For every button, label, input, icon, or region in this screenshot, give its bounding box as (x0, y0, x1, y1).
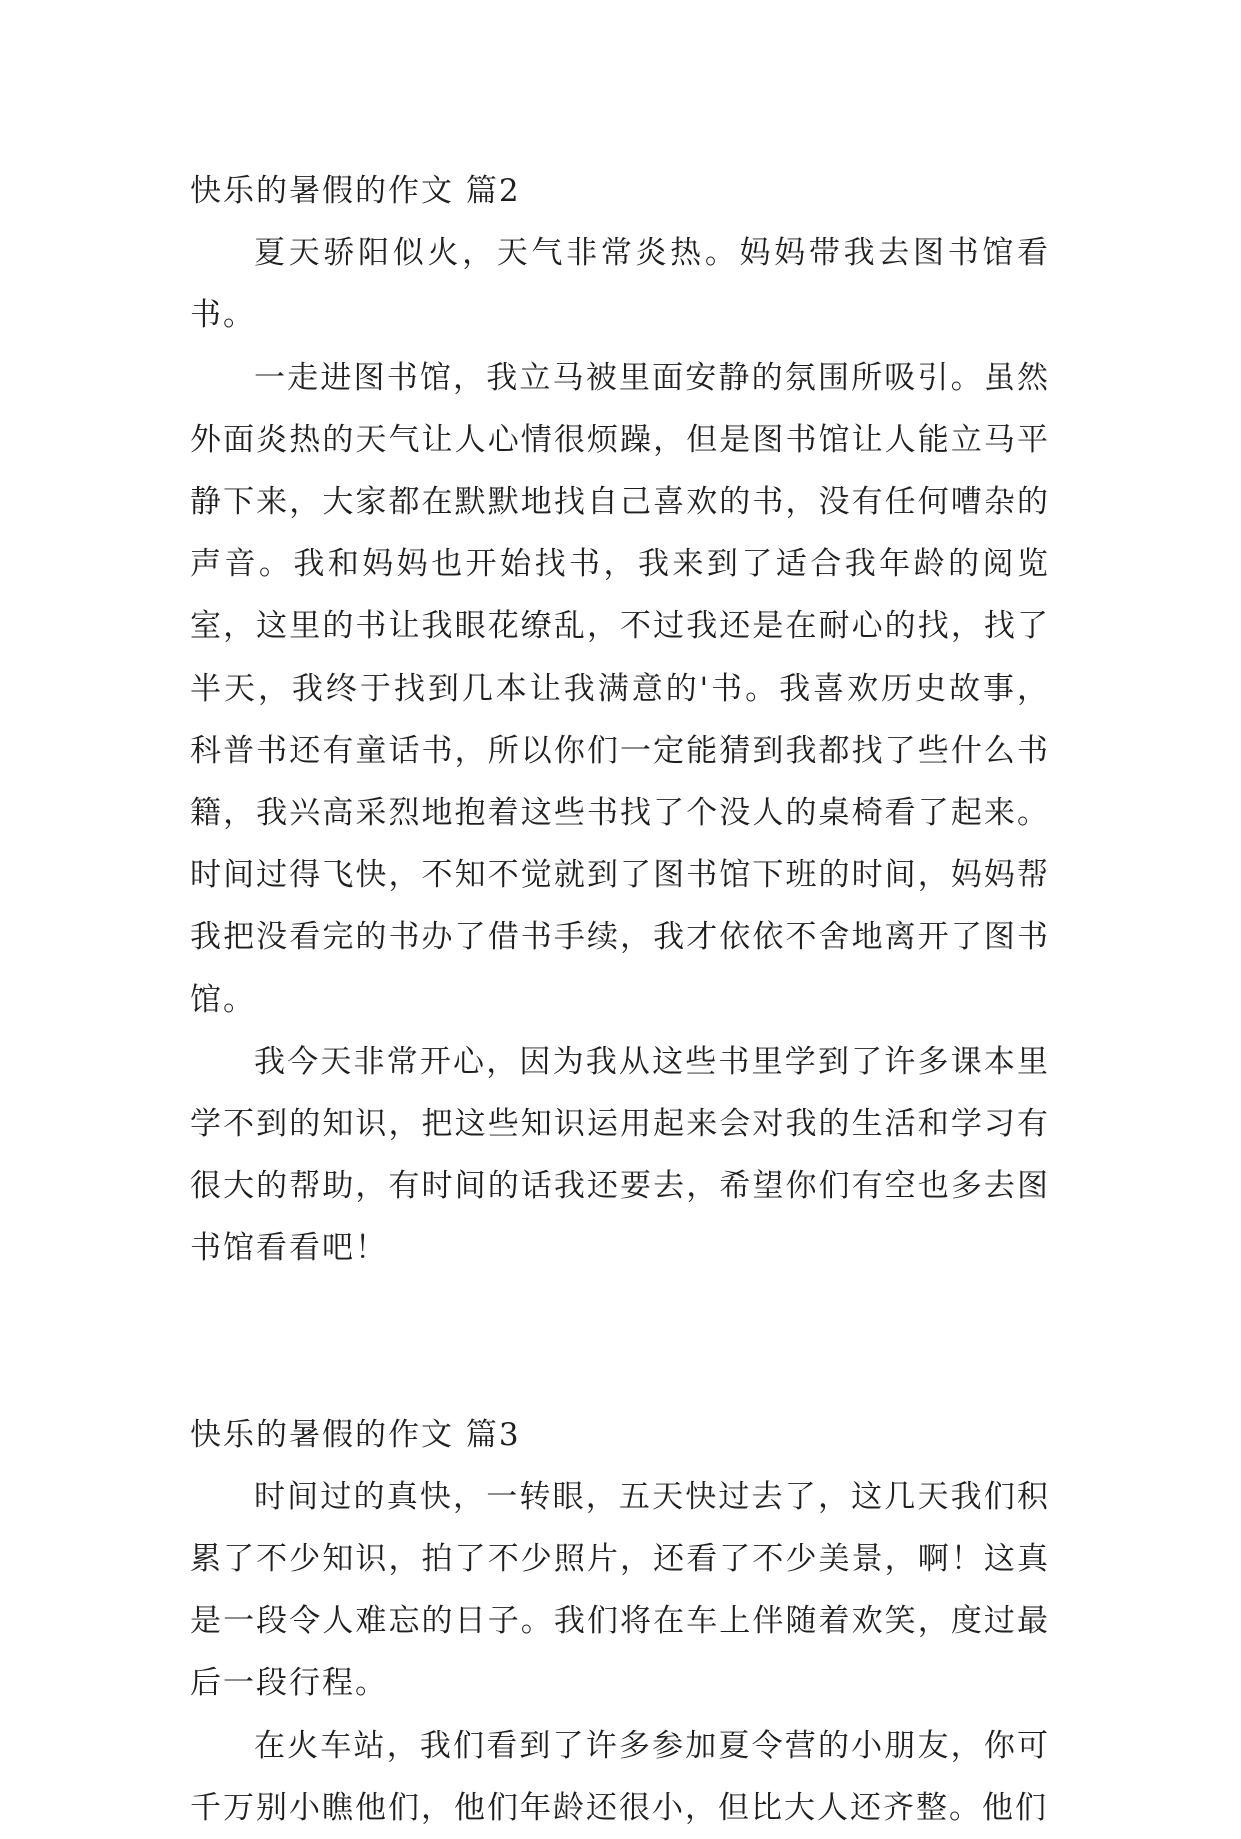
paragraph: 夏天骄阳似火，天气非常炎热。妈妈带我去图书馆看书。 (190, 235, 1050, 334)
paragraph: 我今天非常开心，因为我从这些书里学到了许多课本里学不到的知识，把这些知识运用起来会对我的生活和学习有很大的帮助，有时间的话我还要去，希望你们有空也多去图书馆看看吧！ (190, 1043, 1050, 1267)
section-heading: 快乐的暑假的作文 篇2 (190, 173, 521, 209)
document-body (190, 160, 1050, 1839)
section-heading: 快乐的暑假的作文 篇3 (190, 1416, 521, 1453)
section-spacer (190, 1280, 1050, 1404)
paragraph: 在火车站，我们看到了许多参加夏令营的小朋友，你可千万别小瞧他们，他们年龄还很小，但比大人还齐整。他们 (190, 1727, 1050, 1826)
paragraph: 一走进图书馆，我立马被里面安静的氛围所吸引。虽然外面炎热的天气让人心情很烦躁，但是图书馆让人能立马平静下来，大家都在默默地找自己喜欢的书，没有任何嘈杂的声音。我和妈妈也开始找书，我来到了适合我年龄的阅览室，这里的书让我眼花缭乱，不过我还是在耐心的找，找了半天，我终于找到几本让我满意的'书。我喜欢历史故事，科普书还有童话书，所以你们一定能猜到我都找了些什么书籍，我兴高采烈地抱着这些书找了个没人的桌椅看了起来。时间过得飞快，不知不觉就到了图书馆下班的时间，妈妈帮我把没看完的书办了借书手续，我才依依不舍地离开了图书馆。 (190, 359, 1050, 1018)
paragraph: 时间过的真快，一转眼，五天快过去了，这几天我们积累了不少知识，拍了不少照片，还看了不少美景，啊！这真是一段令人难忘的日子。我们将在车上伴随着欢笑，度过最后一段行程。 (190, 1478, 1050, 1702)
essay-section-2 (190, 160, 1050, 1280)
essay-section-3 (190, 1404, 1050, 1839)
